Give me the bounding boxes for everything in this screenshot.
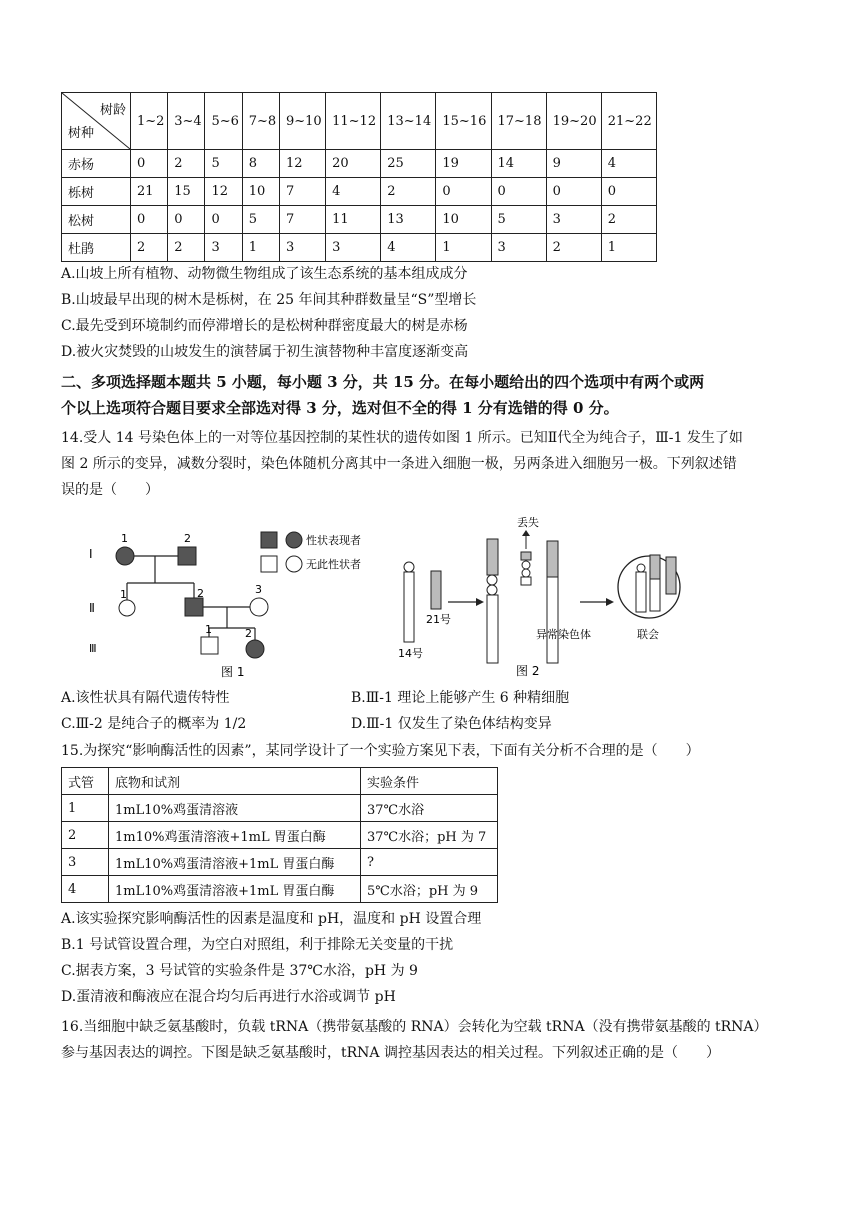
count-cell: 0: [546, 178, 601, 206]
count-cell: 0: [205, 206, 242, 234]
pedigree-i1-affected-female: [116, 547, 134, 565]
species-name: 松树: [62, 206, 131, 234]
q13-option-b: B.山坡最早出现的树木是栎树，在 25 年间其种群数量呈“S”型增长: [61, 292, 477, 308]
count-cell: 0: [131, 150, 168, 178]
pedigree-iii1-unaffected-male: [201, 637, 218, 654]
age-header: 17~18: [491, 93, 546, 150]
gen-label-iii: Ⅲ: [89, 642, 97, 655]
gen-label-ii: Ⅱ: [89, 601, 95, 615]
table-header-row: [62, 93, 657, 150]
condition-cell: 37℃水浴；pH 为 7: [361, 822, 498, 849]
chromosome-variation-figure: [390, 505, 700, 685]
count-cell: 3: [326, 234, 381, 262]
count-cell: 20: [326, 150, 381, 178]
ind-label: 2: [184, 532, 191, 545]
species-name: 杜鹃: [62, 234, 131, 262]
synapsis-chr21: [666, 557, 676, 594]
chr14-arm: [404, 572, 414, 642]
count-cell: 4: [381, 234, 436, 262]
combined-21-part: [487, 539, 498, 575]
lost-fragment-centromere-b: [522, 569, 530, 577]
count-cell: 3: [205, 234, 242, 262]
legend-unaffected-square: [261, 556, 277, 572]
lost-fragment-14: [521, 577, 531, 585]
reagent-cell: 1m10%鸡蛋清溶液+1mL 胃蛋白酶: [109, 822, 361, 849]
count-cell: 11: [326, 206, 381, 234]
q13-option-a: A.山坡上所有植物、动物微生物组成了该生态系统的基本组成成分: [61, 266, 468, 282]
header-reagent: 底物和试剂: [109, 768, 361, 795]
table-row: [62, 206, 657, 234]
count-cell: 2: [381, 178, 436, 206]
pedigree-ii3-unaffected-female: [250, 598, 268, 616]
q13-option-c: C.最先受到环境制约而停滞增长的是松树种群密度最大的树是赤杨: [61, 318, 468, 334]
ind-label: 2: [197, 587, 204, 600]
table-row: [62, 795, 498, 822]
q16-stem-line1: 16.当细胞中缺乏氨基酸时，负载 tRNA（携带氨基酸的 RNA）会转化为空载 tRNA（没有携带氨基酸的 tRNA）: [61, 1019, 768, 1035]
count-cell: 5: [242, 206, 279, 234]
legend-affected-square: [261, 532, 277, 548]
table-row: [62, 876, 498, 903]
species-name: 赤杨: [62, 150, 131, 178]
age-header: 15~16: [436, 93, 491, 150]
header-condition: 实验条件: [361, 768, 498, 795]
age-header: 13~14: [381, 93, 436, 150]
section2-heading-line2: 个以上选项符合题目要求全部选对得 3 分，选对但不全的得 1 分有选错的得 0 分。: [61, 399, 619, 417]
abnormal-21-part: [547, 541, 558, 577]
q15-option-a: A.该实验探究影响酶活性的因素是温度和 pH，温度和 pH 设置合理: [61, 911, 482, 927]
gen-label-i: Ⅰ: [89, 547, 93, 561]
q16-stem-line2: 参与基因表达的调控。下图是缺乏氨基酸时，tRNA 调控基因表达的相关过程。下列叙述正确的是（ ）: [61, 1045, 720, 1061]
age-header: 5~6: [205, 93, 242, 150]
q15-option-b: B.1 号试管设置合理，为空白对照组，利于排除无关变量的干扰: [61, 937, 454, 953]
condition-cell: 37℃水浴: [361, 795, 498, 822]
count-cell: 5: [205, 150, 242, 178]
header-tube: 式管: [62, 768, 109, 795]
count-cell: 10: [242, 178, 279, 206]
age-header: 1~2: [131, 93, 168, 150]
table-row: [62, 178, 657, 206]
count-cell: 15: [168, 178, 205, 206]
table-row: [62, 849, 498, 876]
combined-centromere-b: [487, 585, 497, 595]
section2-heading-line1: 二、多项选择题本题共 5 小题，每小题 3 分，共 15 分。在每小题给出的四个选项中有两个或两: [61, 373, 705, 391]
figure2-caption: 图 2: [516, 664, 540, 678]
count-cell: 8: [242, 150, 279, 178]
lost-fragment-21: [521, 552, 531, 560]
tree-age-table: [61, 92, 657, 262]
legend-affected-label: 性状表现者: [306, 534, 361, 547]
count-cell: 2: [601, 206, 656, 234]
synapsis-label: 联会: [637, 628, 659, 641]
age-header: 19~20: [546, 93, 601, 150]
q14-stem-line3: 误的是（ ）: [61, 482, 159, 498]
q13-option-d: D.被火灾焚毁的山坡发生的演替属于初生演替物种丰富度逐渐变高: [61, 344, 469, 360]
ind-label: 1: [120, 588, 127, 601]
age-header: 3~4: [168, 93, 205, 150]
count-cell: 10: [436, 206, 491, 234]
reagent-cell: 1mL10%鸡蛋清溶液+1mL 胃蛋白酶: [109, 876, 361, 903]
count-cell: 3: [546, 206, 601, 234]
corner-top-label: 树龄: [99, 103, 126, 118]
age-header: 9~10: [279, 93, 325, 150]
tube-number: 3: [62, 849, 109, 876]
count-cell: 3: [279, 234, 325, 262]
arrow-2-head: [606, 598, 614, 606]
q15-option-c: C.据表方案，3 号试管的实验条件是 37℃水浴，pH 为 9: [61, 963, 418, 979]
count-cell: 4: [601, 150, 656, 178]
q14-stem-line1: 14.受人 14 号染色体上的一对等位基因控制的某性状的遗传如图 1 所示。已知Ⅱ代全为纯合子，Ⅲ-1 发生了如: [61, 430, 743, 446]
count-cell: 12: [205, 178, 242, 206]
ind-label: 1: [205, 623, 212, 636]
pedigree-i2-affected-male: [178, 547, 196, 565]
synapsis-chr14: [636, 572, 646, 612]
lost-label: 丢失: [517, 516, 539, 529]
q14-option-d: D.Ⅲ-1 仅发生了染色体结构变异: [351, 716, 552, 732]
count-cell: 7: [279, 178, 325, 206]
table-header-row: [62, 768, 498, 795]
legend-affected-circle: [286, 532, 302, 548]
diagonal-header-cell: [62, 93, 131, 150]
q15-option-d: D.蛋清液和酶液应在混合均匀后再进行水浴或调节 pH: [61, 989, 396, 1005]
count-cell: 14: [491, 150, 546, 178]
chr21: [431, 571, 441, 609]
pedigree-figure: [85, 518, 385, 688]
tube-number: 2: [62, 822, 109, 849]
synapsis-centromere: [637, 564, 645, 572]
tube-number: 1: [62, 795, 109, 822]
table-row: [62, 822, 498, 849]
table-row: [62, 234, 657, 262]
count-cell: 0: [601, 178, 656, 206]
q14-option-c: C.Ⅲ-2 是纯合子的概率为 1/2: [61, 716, 247, 732]
count-cell: 2: [131, 234, 168, 262]
chr21-label: 21号: [426, 613, 451, 626]
count-cell: 9: [546, 150, 601, 178]
pedigree-iii2-affected-female: [246, 640, 264, 658]
age-header: 7~8: [242, 93, 279, 150]
lost-fragment-centromere-a: [522, 561, 530, 569]
combined-centromere-a: [487, 575, 497, 585]
ind-label: 1: [121, 532, 128, 545]
count-cell: 1: [436, 234, 491, 262]
q15-stem: 15.为探究“影响酶活性的因素”，某同学设计了一个实验方案见下表，下面有关分析不合理的是（ ）: [61, 743, 700, 759]
count-cell: 4: [326, 178, 381, 206]
chr14-centromere-top: [404, 562, 414, 572]
abnormal-label: 异常染色体: [536, 628, 591, 641]
legend-unaffected-label: 无此性状者: [306, 558, 361, 571]
legend-unaffected-circle: [286, 556, 302, 572]
arrow-1-head: [476, 598, 484, 606]
synapsis-abnormal-14: [650, 579, 660, 611]
count-cell: 1: [601, 234, 656, 262]
count-cell: 1: [242, 234, 279, 262]
pedigree-ii1-unaffected-female: [119, 600, 135, 616]
count-cell: 0: [491, 178, 546, 206]
count-cell: 13: [381, 206, 436, 234]
q14-stem-line2: 图 2 所示的变异，减数分裂时，染色体随机分离其中一条进入细胞一极，另两条进入细胞另一极。下列叙述错: [61, 456, 737, 472]
tube-number: 4: [62, 876, 109, 903]
corner-bottom-label: 树种: [68, 126, 95, 141]
count-cell: 2: [168, 150, 205, 178]
table-row: [62, 150, 657, 178]
condition-cell: 5℃水浴；pH 为 9: [361, 876, 498, 903]
synapsis-abnormal-21: [650, 555, 660, 579]
species-name: 栎树: [62, 178, 131, 206]
count-cell: 2: [168, 234, 205, 262]
pedigree-ii2-affected-male: [185, 598, 203, 616]
ind-label: 3: [255, 583, 262, 596]
count-cell: 2: [546, 234, 601, 262]
count-cell: 12: [279, 150, 325, 178]
chr14-label: 14号: [398, 647, 423, 660]
count-cell: 21: [131, 178, 168, 206]
q14-option-a: A.该性状具有隔代遗传特性: [61, 690, 230, 706]
count-cell: 0: [168, 206, 205, 234]
count-cell: 7: [279, 206, 325, 234]
count-cell: 5: [491, 206, 546, 234]
age-header: 21~22: [601, 93, 656, 150]
count-cell: 25: [381, 150, 436, 178]
abnormal-14-part: [547, 577, 558, 663]
condition-cell: ?: [361, 849, 498, 876]
figure1-caption: 图 1: [221, 665, 245, 679]
count-cell: 0: [436, 178, 491, 206]
q14-option-b: B.Ⅲ-1 理论上能够产生 6 种精细胞: [351, 690, 570, 706]
reagent-cell: 1mL10%鸡蛋清溶液+1mL 胃蛋白酶: [109, 849, 361, 876]
combined-14-part: [487, 595, 498, 663]
count-cell: 19: [436, 150, 491, 178]
enzyme-experiment-table: [61, 767, 498, 903]
count-cell: 3: [491, 234, 546, 262]
ind-label: 2: [245, 627, 252, 640]
reagent-cell: 1mL10%鸡蛋清溶液: [109, 795, 361, 822]
lost-arrowhead: [522, 530, 530, 536]
age-header: 11~12: [326, 93, 381, 150]
count-cell: 0: [131, 206, 168, 234]
